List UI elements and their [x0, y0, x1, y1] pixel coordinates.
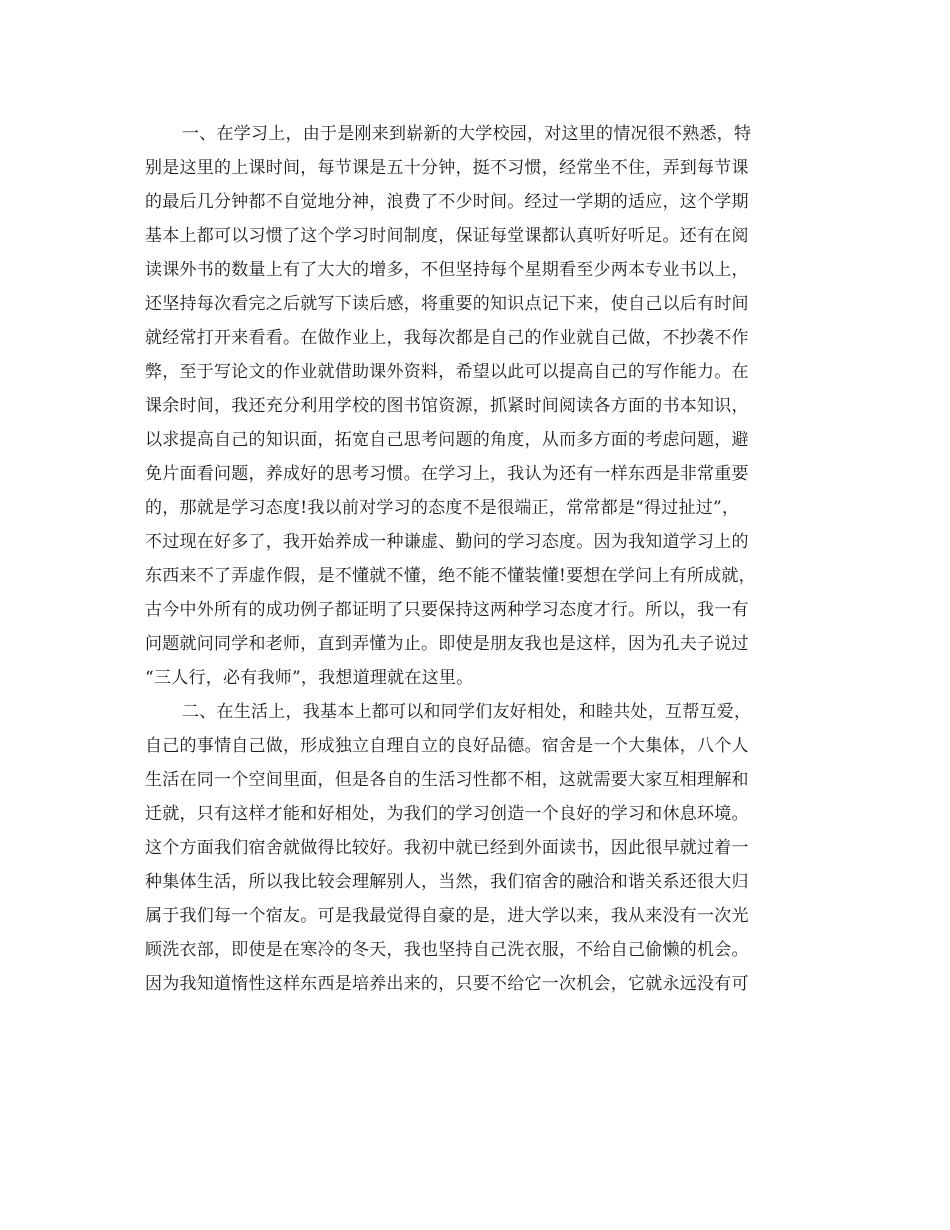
paragraph-1-line-10: 以求提高自己的知识面，拓宽自己思考问题的角度，从而多方面的考虑问题，避: [145, 430, 749, 450]
paragraph-2-line-3: 生活在同一个空间里面，但是各自的生活习性都不相，这就需要大家互相理解和: [145, 770, 749, 790]
paragraph-2-line-7: 属于我们每一个宿友。可是我最觉得自豪的是，进大学以来，我从来没有一次光: [145, 906, 749, 926]
paragraph-1-line-8: 弊，至于写论文的作业就借助课外资料，希望以此可以提高自己的写作能力。在: [145, 362, 749, 382]
paragraph-2-line-2: 自己的事情自己做，形成独立自理自立的良好品德。宿舍是一个大集体，八个人: [145, 736, 749, 756]
paragraph-1-line-9: 课余时间，我还充分利用学校的图书馆资源，抓紧时间阅读各方面的书本知识，: [145, 396, 749, 416]
paragraph-2-line-8: 顾洗衣部，即使是在寒冷的冬天，我也坚持自己洗衣服，不给自己偷懒的机会。: [145, 940, 749, 960]
paragraph-1-line-3: 的最后几分钟都不自觉地分神，浪费了不少时间。经过一学期的适应，这个学期: [145, 192, 749, 212]
paragraph-2-line-5: 这个方面我们宿舍就做得比较好。我初中就已经到外面读书，因此很早就过着一: [145, 838, 749, 858]
paragraph-1-line-16: 问题就问同学和老师，直到弄懂为止。即使是朋友我也是这样，因为孔夫子说过: [145, 634, 749, 654]
paragraph-2-line-6: 种集体生活，所以我比较会理解别人，当然，我们宿舍的融洽和谐关系还很大归: [145, 872, 749, 892]
paragraph-1-line-4: 基本上都可以习惯了这个学习时间制度，保证每堂课都认真听好听足。还有在阅: [145, 226, 749, 246]
paragraph-1-line-6: 还坚持每次看完之后就写下读后感，将重要的知识点记下来，使自己以后有时间: [145, 294, 749, 314]
document-body: [145, 117, 825, 1001]
paragraph-1-line-14: 东西来不了弄虚作假，是不懂就不懂，绝不能不懂装懂!要想在学问上有所成就，: [145, 566, 756, 586]
paragraph-2-line-1: 二、在生活上，我基本上都可以和同学们友好相处，和睦共处，互帮互爱，: [182, 702, 752, 722]
paragraph-1-line-17: “三人行，必有我师”，我想道理就在这里。: [145, 668, 474, 688]
paragraph-2-line-4: 迁就，只有这样才能和好相处，为我们的学习创造一个良好的学习和休息环境。: [145, 804, 749, 824]
paragraph-1-line-13: 不过现在好多了，我开始养成一种谦虚、勤问的学习态度。因为我知道学习上的: [145, 532, 749, 552]
paragraph-1-line-15: 古今中外所有的成功例子都证明了只要保持这两种学习态度才行。所以，我一有: [145, 600, 749, 620]
paragraph-1-line-7: 就经常打开来看看。在做作业上，我每次都是自己的作业就自己做，不抄袭不作: [145, 328, 749, 348]
paragraph-1-line-11: 免片面看问题，养成好的思考习惯。在学习上，我认为还有一样东西是非常重要: [145, 464, 749, 484]
paragraph-1-line-1: 一、在学习上，由于是刚来到崭新的大学校园，对这里的情况很不熟悉，特: [182, 124, 752, 144]
paragraph-2-line-9: 因为我知道惰性这样东西是培养出来的，只要不给它一次机会，它就永远没有可: [145, 974, 749, 994]
paragraph-1-line-12: 的，那就是学习态度!我以前对学习的态度不是很端正，常常都是“得过扯过”，: [145, 498, 740, 518]
paragraph-1-line-5: 读课外书的数量上有了大大的增多，不但坚持每个星期看至少两本专业书以上，: [145, 260, 749, 280]
paragraph-1-line-2: 别是这里的上课时间，每节课是五十分钟，挺不习惯，经常坐不住，弄到每节课: [145, 158, 749, 178]
